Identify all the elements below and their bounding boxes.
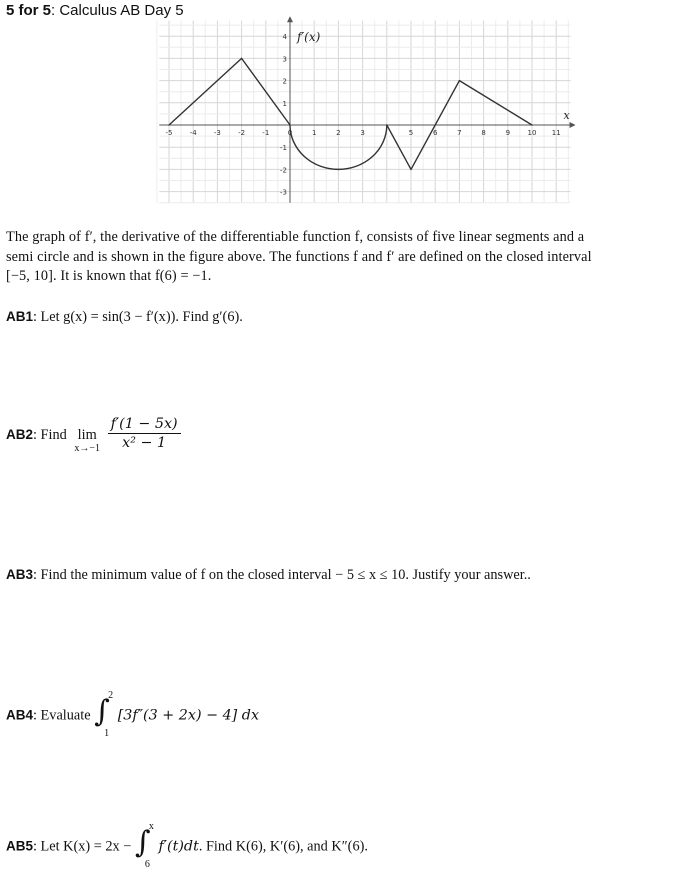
ab2-lim-sub: x→−1: [74, 443, 101, 454]
x-tick-label: -1: [262, 129, 270, 137]
ab5-label: AB5: [6, 838, 34, 854]
x-tick-label: 6: [432, 129, 438, 137]
intro-paragraph: [6, 228, 680, 287]
x-tick-label: -5: [165, 129, 173, 137]
question-ab2: [6, 418, 181, 453]
y-tick-label: -1: [280, 144, 287, 153]
y-axis-arrow-icon: [287, 16, 293, 22]
ab5-lower-limit: 6: [144, 859, 150, 870]
ab5-upper-limit: x: [148, 821, 154, 832]
x-tick-label: 10: [527, 129, 537, 137]
ab5-suffix: . Find K(6), K′(6), and K″(6).: [198, 838, 368, 855]
ab2-prefix: : Find: [33, 426, 67, 443]
ab5-integrand: f′(t)dt: [158, 838, 199, 855]
y-tick-label: 3: [282, 55, 287, 64]
y-tick-label: -3: [280, 188, 287, 197]
question-ab4: [6, 690, 260, 739]
intro-line-3: [−5, 10]. It is known that f(6) = −1.: [6, 268, 212, 284]
x-tick-label: 3: [360, 129, 365, 137]
x-tick-label: -3: [213, 129, 221, 137]
x-tick-label: 0: [287, 129, 293, 137]
ab2-numerator: f′(1 − 5x): [108, 416, 181, 434]
ab4-lower-limit: 1: [104, 728, 110, 739]
x-tick-label: 11: [551, 129, 561, 137]
question-ab5: [6, 821, 368, 870]
ab2-fraction: [108, 416, 181, 451]
x-tick-label: 2: [336, 129, 341, 137]
x-axis-label: x: [563, 109, 570, 122]
ab4-label: AB4: [6, 707, 34, 723]
question-ab1: [6, 309, 243, 326]
ab5-prefix: : Let K(x) = 2x −: [33, 838, 132, 855]
ab2-lim-word: lim: [77, 427, 97, 443]
ab2-label: AB2: [6, 426, 34, 442]
x-tick-label: 9: [505, 129, 511, 137]
x-tick-label: -2: [238, 129, 246, 137]
ab4-prefix: : Evaluate: [33, 707, 91, 724]
integral-sign-icon: ∫: [94, 694, 110, 729]
x-tick-label: 5: [408, 129, 414, 137]
y-tick-label: 1: [282, 99, 287, 108]
intro-line-1: The graph of f′, the derivative of the differentiable function f, consists of five linear segments and a: [6, 229, 585, 245]
y-tick-label: 4: [282, 33, 287, 42]
integral-sign-icon: ∫: [134, 825, 151, 860]
ab2-limit: [74, 427, 100, 454]
y-tick-label: -2: [280, 166, 287, 175]
x-tick-label: -4: [189, 129, 197, 137]
ab1-label: AB1: [6, 309, 34, 324]
ab1-text: : Let g(x) = sin(3 − f′(x)). Find g′(6).: [33, 309, 243, 325]
x-tick-label: 8: [481, 129, 486, 137]
y-tick-label: 2: [282, 77, 287, 86]
derivative-graph: [0, 0, 683, 220]
title-number: 5 for 5: [6, 2, 52, 19]
ab3-label: AB3: [6, 567, 34, 582]
ab2-denominator: x² − 1: [122, 435, 167, 451]
title-rest: : Calculus AB Day 5: [51, 2, 184, 19]
x-tick-label: 1: [311, 129, 317, 137]
x-axis-arrow-icon: [570, 122, 576, 128]
ab4-integral: [94, 690, 114, 739]
ab5-integral: [134, 821, 154, 870]
ab4-integrand: [3f″(3 + 2x) − 4] dx: [117, 707, 260, 724]
question-ab3: [6, 567, 531, 584]
x-tick-label: 7: [457, 129, 462, 137]
y-axis-label: f′(x): [297, 30, 321, 45]
ab4-upper-limit: 2: [108, 690, 114, 701]
ab3-text: : Find the minimum value of f on the closed interval − 5 ≤ x ≤ 10. Justify your answer..: [33, 567, 531, 583]
intro-line-2: semi circle and is shown in the figure above. The functions f and f′ are defined on the closed interval: [6, 248, 592, 265]
